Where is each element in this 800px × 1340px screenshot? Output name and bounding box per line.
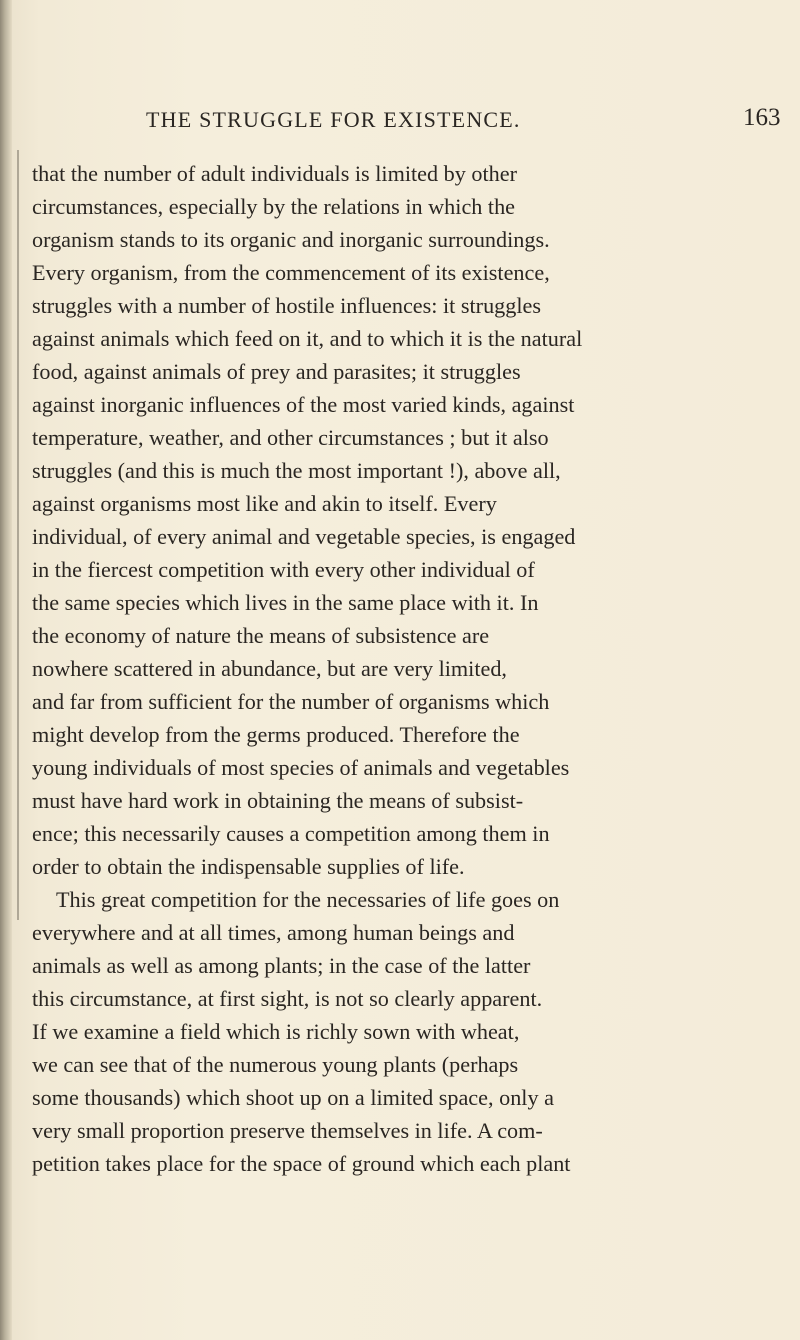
running-title: THE STRUGGLE FOR EXISTENCE. — [146, 107, 521, 132]
text-line: that the number of adult individuals is limited by other — [32, 161, 517, 186]
text-line: temperature, weather, and other circumstances ; but it also — [32, 425, 549, 450]
paragraph-first-line: This great competition for the necessaries of life goes on — [56, 887, 560, 912]
text-line: If we examine a field which is richly sown with wheat, — [32, 1019, 520, 1044]
text-line: organism stands to its organic and inorganic surroundings. — [32, 227, 550, 252]
text-line: petition takes place for the space of ground which each plant — [32, 1151, 571, 1176]
text-line: young individuals of most species of animals and vegetables — [32, 755, 570, 780]
text-line: individual, of every animal and vegetable species, is engaged — [32, 524, 576, 549]
text-line: must have hard work in obtaining the means of subsist- — [32, 788, 524, 813]
text-line: the economy of nature the means of subsistence are — [32, 623, 490, 648]
text-line: in the fiercest competition with every other individual of — [32, 557, 535, 582]
text-line: some thousands) which shoot up on a limited space, only a — [32, 1085, 554, 1110]
text-line: very small proportion preserve themselves in life. A com- — [32, 1118, 543, 1143]
text-line: and far from sufficient for the number of organisms which — [32, 689, 550, 714]
text-line: this circumstance, at first sight, is not so clearly apparent. — [32, 986, 543, 1011]
text-line: struggles (and this is much the most important !), above all, — [32, 458, 561, 483]
text-line: circumstances, especially by the relations in which the — [32, 194, 516, 219]
text-line: we can see that of the numerous young plants (perhaps — [32, 1052, 519, 1077]
text-line: animals as well as among plants; in the case of the latter — [32, 953, 531, 978]
text-line: against organisms most like and akin to itself. Every — [32, 491, 497, 516]
text-line: the same species which lives in the same place with it. In — [32, 590, 539, 615]
text-line: everywhere and at all times, among human beings and — [32, 920, 515, 945]
text-line: nowhere scattered in abundance, but are very limited, — [32, 656, 507, 681]
text-line: might develop from the germs produced. Therefore the — [32, 722, 520, 747]
text-line: ence; this necessarily causes a competition among them in — [32, 821, 550, 846]
book-gutter-shadow — [0, 0, 12, 1340]
page-header — [0, 104, 800, 137]
page-number: 163 — [743, 104, 781, 131]
text-line: against animals which feed on it, and to which it is the natural — [32, 326, 583, 351]
text-line: Every organism, from the commencement of its existence, — [32, 260, 550, 285]
gutter-edge-line — [17, 150, 19, 920]
text-line: food, against animals of prey and parasites; it struggles — [32, 359, 521, 384]
text-line: struggles with a number of hostile influences: it struggles — [32, 293, 541, 318]
text-line: order to obtain the indispensable supplies of life. — [32, 854, 465, 879]
text-line: against inorganic influences of the most varied kinds, against — [32, 392, 575, 417]
